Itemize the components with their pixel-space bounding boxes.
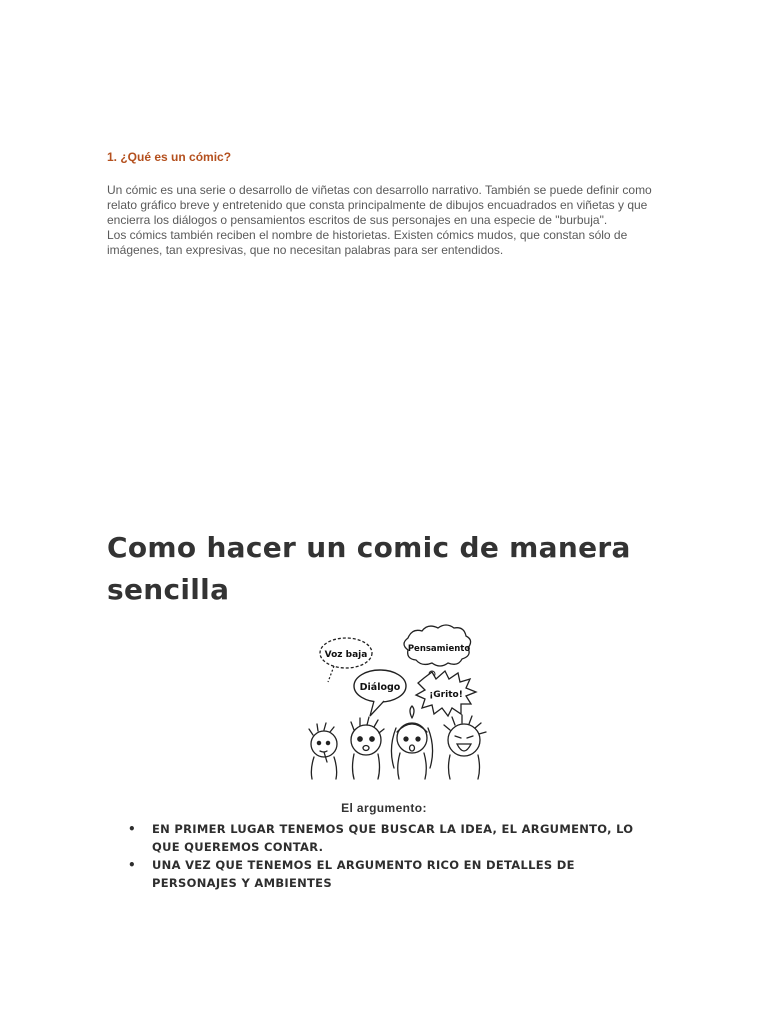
whisper-bubble-text: Voz baja xyxy=(324,650,368,660)
intro-text xyxy=(107,183,655,258)
comic-illustration xyxy=(304,622,494,780)
kid-figure-2 xyxy=(351,717,384,779)
list-item-text: EN PRIMER LUGAR TENEMOS QUE BUSCAR LA IDEA, EL ARGUMENTO, LO QUE QUEREMOS CONTAR. xyxy=(152,822,634,854)
list-item xyxy=(128,856,648,892)
dialogue-bubble-text: Diálogo xyxy=(359,682,401,693)
section-heading: 1. ¿Qué es un cómic? xyxy=(107,150,232,164)
argument-list xyxy=(128,820,648,892)
argument-title: El argumento: xyxy=(341,801,427,815)
kid-figure-3 xyxy=(391,706,432,779)
bullet-icon: • xyxy=(128,858,136,872)
intro-paragraph-2: Los cómics también reciben el nombre de historietas. Existen cómics mudos, que constan sólo de imágenes, tan expresivas, que no necesitan palabras para ser entendidos. xyxy=(107,228,628,257)
kid-figure-1 xyxy=(309,723,337,779)
bullet-icon: • xyxy=(128,822,136,836)
thought-bubble-text: Pensamiento xyxy=(407,644,471,654)
list-item-text: UNA VEZ QUE TENEMOS EL ARGUMENTO RICO EN DETALLES DE PERSONAJES Y AMBIENTES xyxy=(152,858,575,890)
thought-bubble xyxy=(404,625,471,683)
list-item xyxy=(128,820,648,856)
kid-figure-4 xyxy=(444,715,486,779)
page-title: Como hacer un comic de manera sencilla xyxy=(107,531,631,606)
intro-paragraph-1: Un cómic es una serie o desarrollo de viñetas con desarrollo narrativo. También se puede definir como relato gráfico breve y entretenido que consta principalmente de dibujos encuadrados en viñetas y que encierra los diálogos o pensamientos escritos de sus personajes en una especie de "burbuja". xyxy=(107,183,652,227)
shout-bubble-text: ¡Grito! xyxy=(429,690,463,700)
